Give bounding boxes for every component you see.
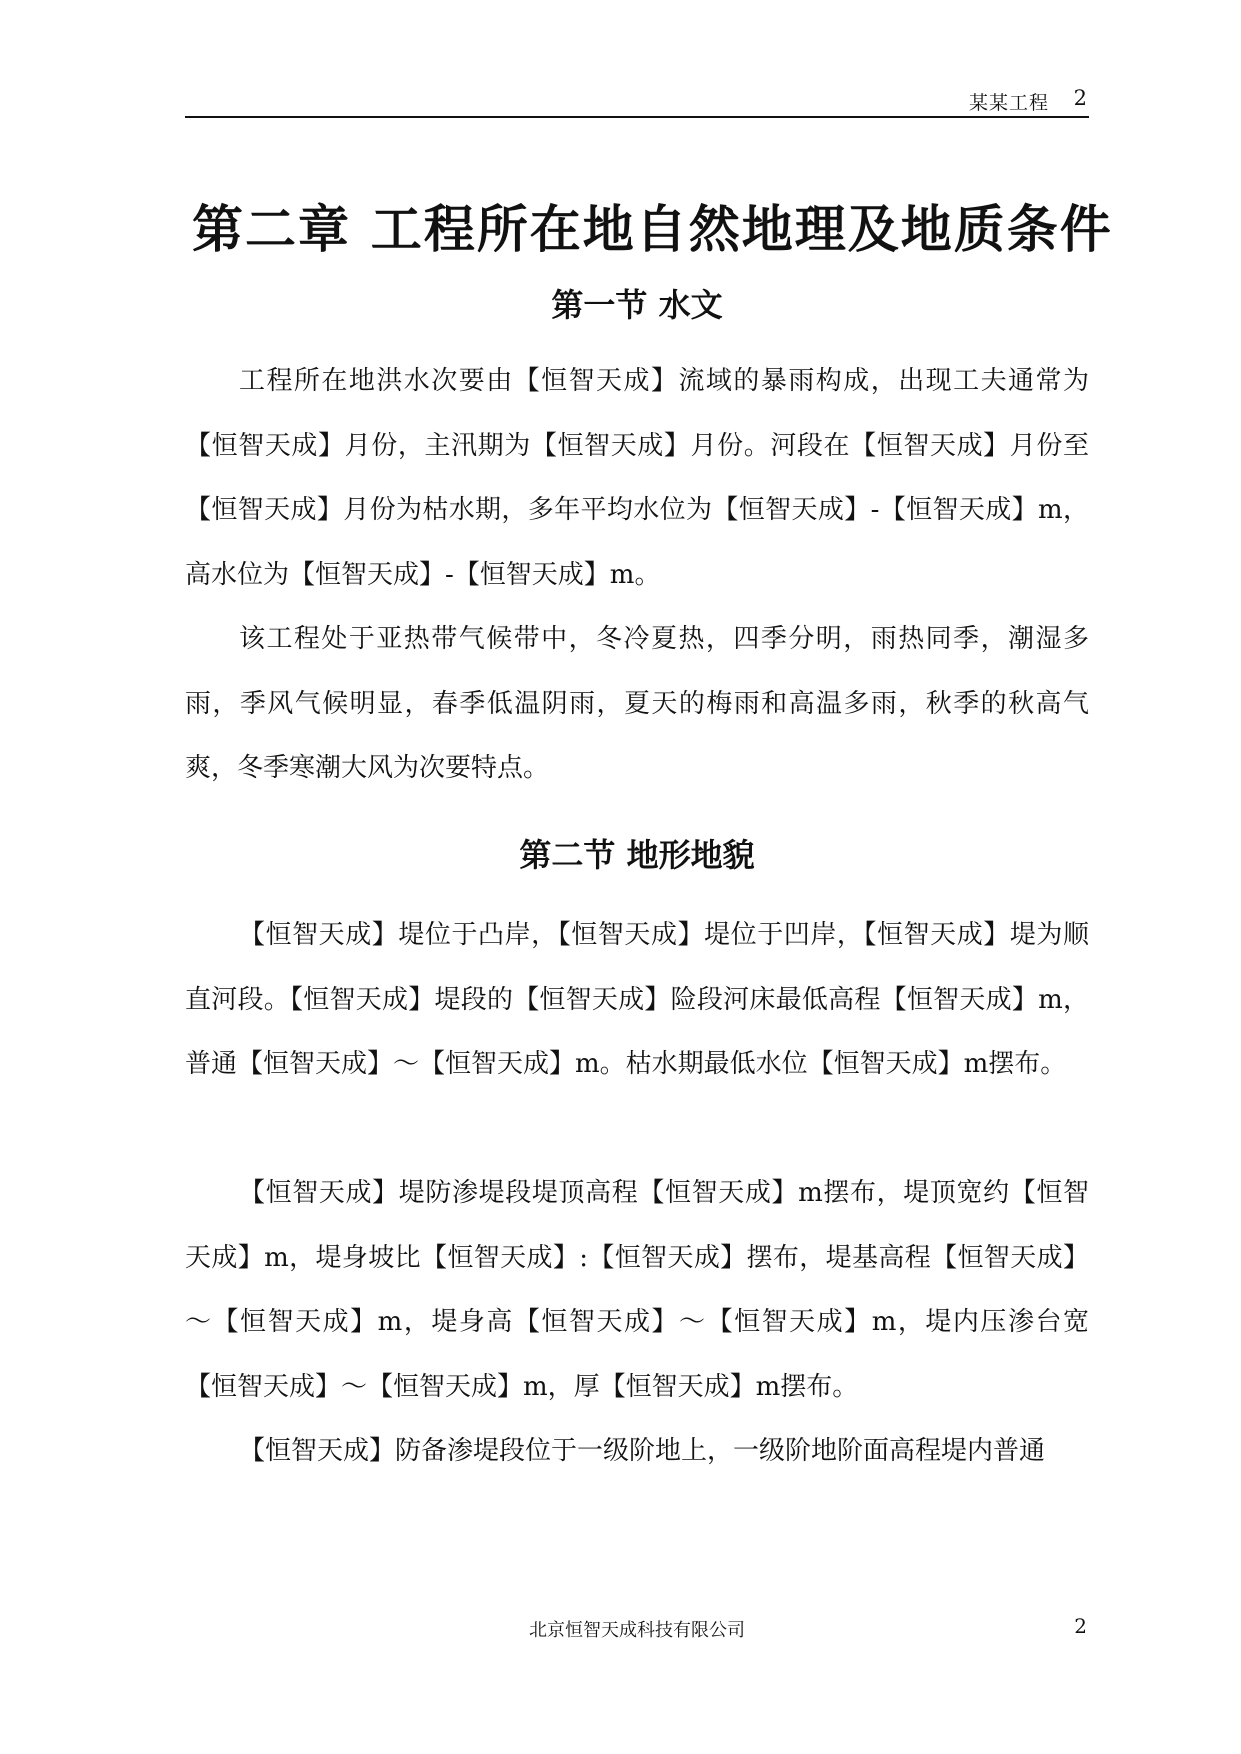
- page-header: [185, 86, 1089, 118]
- paragraph-topography-3: 【恒智天成】防备渗堤段位于一级阶地上，一级阶地阶面高程堤内普通: [239, 1436, 1046, 1466]
- header-page-number: 2: [1073, 86, 1087, 110]
- paragraph-hydrology-1: 工程所在地洪水次要由【恒智天成】流域的暴雨构成，出现工夫通常为【恒智天成】月份，主汛期为【恒智天成】月份。河段在【恒智天成】月份至【恒智天成】月份为枯水期，多年平均水位为【恒智天成】-【恒智天成】m，高水位为【恒智天成】-【恒智天成】m。: [185, 366, 1089, 590]
- footer-company: 北京恒智天成科技有限公司: [529, 1620, 745, 1641]
- paragraph-hydrology-2: 该工程处于亚热带气候带中，冬冷夏热，四季分明，雨热同季，潮湿多雨，季风气候明显，春季低温阴雨，夏天的梅雨和高温多雨，秋季的秋高气爽，冬季寒潮大风为次要特点。: [185, 624, 1089, 783]
- page-footer: [185, 1614, 1089, 1644]
- section-title-hydrology: 第一节 水文: [551, 286, 723, 324]
- chapter-title: 第二章 工程所在地自然地理及地质条件: [192, 201, 1113, 260]
- footer-page-number: 2: [1074, 1614, 1087, 1638]
- section-title-topography: 第二节 地形地貌: [519, 836, 755, 874]
- paragraph-topography-1: 【恒智天成】堤位于凸岸，【恒智天成】堤位于凹岸，【恒智天成】堤为顺直河段。【恒智天成】堤段的【恒智天成】险段河床最低高程【恒智天成】m，普通【恒智天成】～【恒智天成】m。枯水期最低水位【恒智天成】m摆布。: [185, 920, 1089, 1079]
- paragraph-topography-2: 【恒智天成】堤防渗堤段堤顶高程【恒智天成】m摆布，堤顶宽约【恒智天成】m，堤身坡比【恒智天成】:【恒智天成】摆布，堤基高程【恒智天成】～【恒智天成】m，堤身高【恒智天成】～【恒智天成】m，堤内压渗台宽【恒智天成】～【恒智天成】m，厚【恒智天成】m摆布。: [185, 1178, 1089, 1402]
- header-title: 某某工程: [968, 92, 1049, 114]
